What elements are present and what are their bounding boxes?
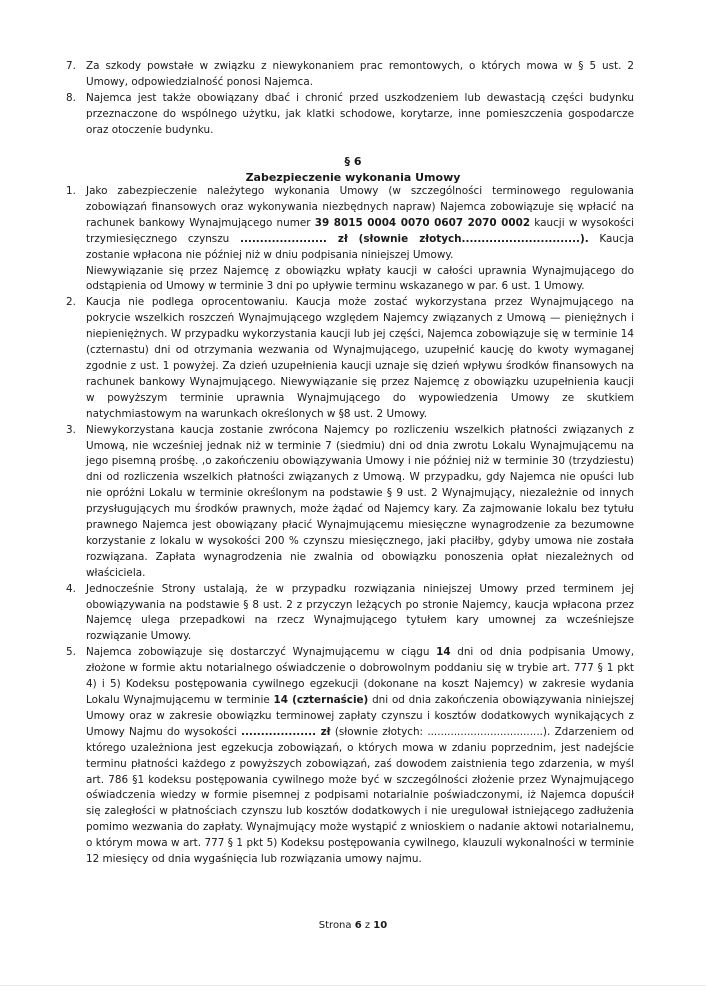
item-number: 5.: [66, 646, 76, 659]
page-separator: z: [361, 920, 374, 931]
text-run: Jako zabezpieczenie należytego wykonania Umowy (w szczególności terminowego regulowania zobowiązań finansowych oraz wykonywania niezbędnych napraw) Najemca zobowiązuje się wpłacić na rachunek bankowy Wynajmującego numer: [86, 185, 634, 229]
item-text: Niewywiązanie się przez Najemcę z obowiązku wpłaty kaucji w całości uprawnia Wynajmującego do odstąpienia od Umowy w terminie 3 dni po upływie terminu wskazanego w par. 6 ust. 1 Umowy.: [86, 264, 634, 293]
list-item: [66, 423, 634, 582]
item-number: 3.: [66, 423, 76, 436]
text-run: Kaucja zostanie wpłacona nie później niż w dniu podpisania niniejszej Umowy.: [86, 232, 634, 261]
list-item: [66, 59, 634, 91]
list-item: [66, 582, 634, 646]
text-run: (słownie złotych: ...................................). Zdarzeniem od którego uzależniona jest egzekucja zobowiązań, o których mowa w zdaniu poprzednim, jest nadejście terminu płatności każdego z powyższych zobowiązań, zaś dowodem zaistnienia tego zdarzenia, w myśl art. 786 §1 kodeksu postępowania cywilnego może być w szczególności złożenie przez Wynajmującego oświadczenia wiedzy w formie pisemnej z podpisami notarialnie poświadczonymi, iż Najemca dopuścił się zaległości w płatnościach czynszu lub kosztów dodatkowych i nie uregulował istniejącego zadłużenia pomimo wezwania do zapłaty. Wynajmujący może wystąpić z wnioskiem o nadanie aktowi notarialnemu, o którym mowa w art. 777 § 1 pkt 5) Kodeksu postępowania cywilnego, klauzuli wykonalności w terminie 12 miesięcy od dnia wygaśnięcia lub rozwiązania umowy najmu.: [86, 725, 634, 866]
item-number: 1.: [66, 185, 76, 197]
total-pages: 10: [373, 920, 388, 931]
section-number: § 6: [344, 155, 362, 168]
list-item: [66, 295, 634, 422]
list-item: [66, 184, 634, 295]
item-text: Za szkody powstałe w związku z niewykonaniem prac remontowych, o których mowa w § 5 ust. 2 Umowy, odpowiedzialność ponosi Najemca.: [86, 60, 634, 88]
list-item: [66, 91, 634, 139]
text-run: dni od dnia podpisania Umowy, złożone w formie aktu notarialnego oświadczenie o dobrowolnym poddaniu się w trybie art. 777 § 1 pkt 4) i 5) Kodeksu postępowania cywilnego egzekucji (dokonane na koszt Najemcy) w zakresie wydania Lokalu Wynajmującemu w terminie: [86, 646, 635, 706]
amount-placeholder: ................... zł: [241, 725, 331, 738]
item-number: 4.: [66, 582, 76, 595]
item-text: [86, 645, 634, 868]
section-list: [66, 184, 635, 868]
text-run: Najemca zobowiązuje się dostarczyć Wynajmującemu w ciągu: [86, 646, 437, 659]
bank-account-number: 39 8015 0004 0070 0607 2070 0002: [314, 216, 531, 229]
item-text: Niewykorzystana kaucja zostanie zwrócona Najemcy po rozliczeniu wszelkich płatności związanych z Umową, nie wcześniej jednak niż w terminie 7 (siedmiu) dni od dnia zwrotu Lokalu Wynajmującemu na jego pisemną prośbę. ,o zakończeniu obowiązywania Umowy i nie później niż w terminie 30 (trzydziestu) dni od rozliczenia wszelkich płatności związanych z Umową. W przypadku, gdy Najemca nie opuści lub nie opróżni Lokalu w terminie określonym na podstawie § 9 ust. 2 Wynajmujący, niezależnie od innych przysługujących mu środków prawnych, może żądać od Najemcy kary. Za zajmowanie lokalu bez tytułu prawnego Najemca jest obowiązany płacić Wynajmującemu miesięczne wynagrodzenie za bezumowne korzystanie z lokalu w wysokości 200 % czynszu miesięcznego, jaki płaciłby, gdyby umowa nie została rozwiązana. Zapłata wynagrodzenia nie zwalnia od obowiązku ponoszenia opłat niezależnych od właściciela.: [86, 423, 634, 579]
item-number: 2.: [66, 296, 76, 309]
item-text: Najemca jest także obowiązany dbać i chronić przed uszkodzeniem lub dewastacją części budynku przeznaczone do wspólnego użytku, jak klatki schodowe, korytarze, inne pomieszczenia gospodarcze oraz otoczenie budynku.: [86, 91, 634, 136]
deadline-term: 14 (czternaście): [273, 694, 369, 706]
current-page: 6: [354, 920, 362, 931]
item-text: [86, 184, 634, 264]
text-run: [348, 233, 359, 245]
page-label: Strona: [318, 920, 355, 931]
deadline-days: 14: [436, 646, 451, 659]
item-number: 7.: [66, 60, 76, 72]
amount-in-words-placeholder: (słownie złotych..............................).: [358, 232, 589, 245]
amount-placeholder: ...................... zł: [240, 232, 348, 245]
previous-section-list: [66, 59, 634, 139]
page-number: [0, 920, 706, 931]
section-title: Zabezpieczenie wykonania Umowy: [245, 171, 461, 184]
item-text: Kaucja nie podlega oprocentowaniu. Kaucja może zostać wykorzystana przez Wynajmującego na pokrycie wszelkich roszczeń Wynajmującego względem Najemcy związanych z Umową — pieniężnych i niepieniężnych. W przypadku wykorzystania kaucji lub jej części, Najemca zobowiązuje się w terminie 14 (czternastu) dni od otrzymania wezwania od Wynajmującego, uzupełnić kaucję do kwoty wymaganej zgodnie z ust. 1 powyżej. Za dzień uzupełnienia kaucji uznaje się dzień wpływu środków finansowych na rachunek bankowy Wynajmującego. Niewywiązanie się przez Najemcę z obowiązku uzupełnienia kaucji w powyższym terminie uprawnia Wynajmującego do wypowiedzenia Umowy ze skutkiem natychmiastowym na warunkach określonych w §8 ust. 2 Umowy.: [86, 296, 634, 420]
text-run: kaucji w wysokości trzymiesięcznego czynszu: [86, 216, 634, 245]
item-text: Jednocześnie Strony ustalają, że w przypadku rozwiązania niniejszej Umowy przed terminem jej obowiązywania na podstawie § 8 ust. 2 z przyczyn leżących po stronie Najemcy, kaucja wpłacona przez Najemcę ulega przepadkowi na rzecz Wynajmującego tytułem kary umownej za wcześniejsze rozwiązanie Umowy.: [86, 582, 634, 643]
page-edge-divider: [0, 985, 706, 986]
item-number: 8.: [66, 91, 76, 104]
text-run: dni od dnia zakończenia obowiązywania niniejszej Umowy oraz w zakresie obowiązku terminowej zapłaty czynszu i kosztów dodatkowych wynikających z Umowy Najmu do wysokości: [86, 694, 634, 738]
list-item: [66, 645, 635, 868]
